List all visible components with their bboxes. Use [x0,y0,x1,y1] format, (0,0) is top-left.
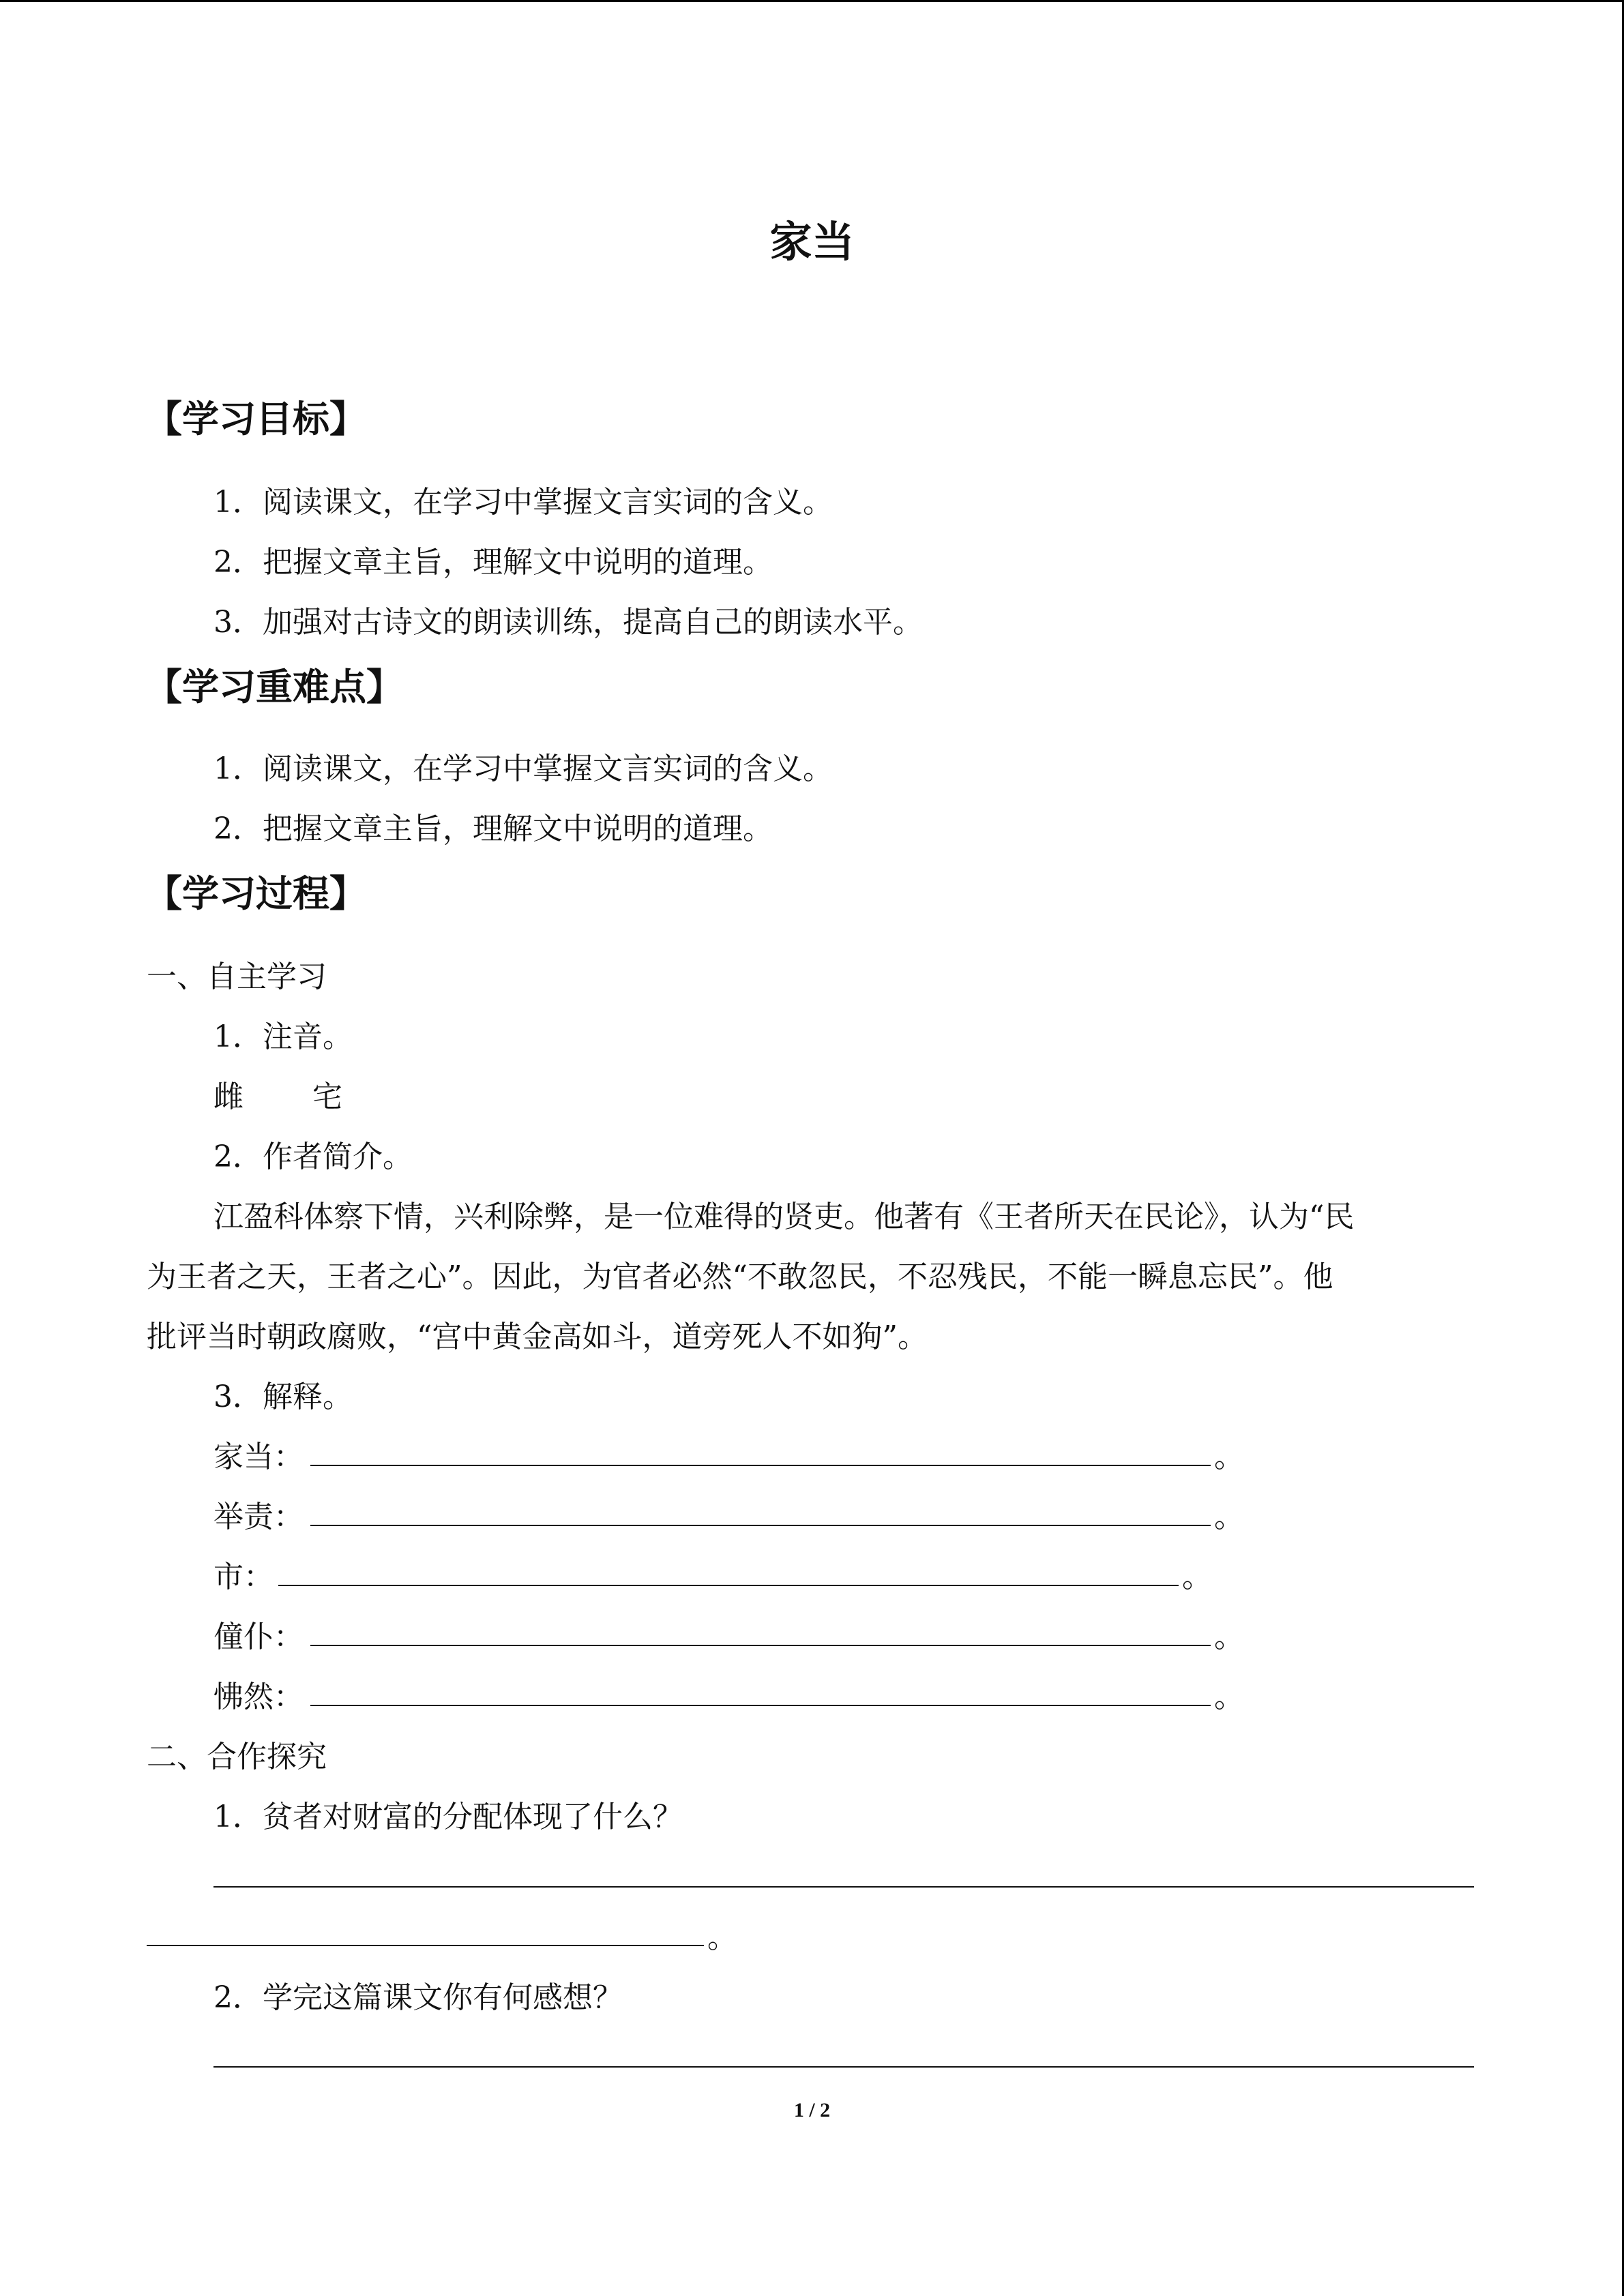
answer-blank-q2-line-1[interactable] [213,2066,1474,2068]
answer-blank-jiadang[interactable] [310,1465,1211,1466]
question-author-intro: 2．作者简介。 [213,1139,413,1174]
page-title: 家当 [769,217,855,267]
term-label-jiadang: 家当： [213,1440,304,1474]
question-explain: 3．解释。 [213,1380,353,1414]
term-label-tongpu: 僮仆： [213,1620,304,1654]
answer-blank-furan[interactable] [310,1705,1211,1706]
period: 。 [1214,1500,1244,1534]
process-heading: 【学习过程】 [145,872,366,915]
inquiry-question-1: 1．贫者对财富的分配体现了什么？ [213,1800,683,1834]
cooperative-inquiry-title: 二、合作探究 [147,1740,327,1774]
inquiry-question-2: 2．学完这篇课文你有何感想？ [213,1980,623,2015]
objectives-heading: 【学习目标】 [145,398,366,441]
term-label-juze: 举责： [213,1500,304,1534]
key-point-item-1: 1．阅读课文，在学习中掌握文言实词的含义。 [213,751,833,786]
answer-blank-q1-line-2[interactable] [147,1945,704,1946]
answer-blank-shi[interactable] [278,1585,1179,1586]
period: 。 [707,1920,737,1955]
period: 。 [1214,1620,1244,1654]
phonetic-char-2: 宅 [312,1079,342,1114]
key-points-heading: 【学习重难点】 [145,666,403,709]
author-bio-line-2: 为王者之天，王者之心”。因此，为官者必然“不敢忽民，不忍残民，不能一瞬息忘民”。他 [147,1259,1333,1294]
page-number: 1 / 2 [793,2099,831,2121]
objective-item-1: 1．阅读课文，在学习中掌握文言实词的含义。 [213,485,833,520]
objective-item-2: 2．把握文章主旨，理解文中说明的道理。 [213,545,773,580]
self-study-title: 一、自主学习 [147,959,327,994]
period: 。 [1214,1680,1244,1714]
period: 。 [1214,1440,1244,1474]
page-border-top [0,0,1624,2]
objective-item-3: 3．加强对古诗文的朗读训练，提高自己的朗读水平。 [213,605,923,640]
question-phonetic: 1．注音。 [213,1019,353,1054]
author-bio-line-3: 批评当时朝政腐败，“宫中黄金高如斗，道旁死人不如狗”。 [147,1320,928,1354]
answer-blank-tongpu[interactable] [310,1645,1211,1646]
term-label-furan: 怫然： [213,1680,304,1714]
phonetic-char-1: 雌 [213,1079,243,1114]
author-bio-line-1: 江盈科体察下情，兴利除弊，是一位难得的贤吏。他著有《王者所天在民论》，认为“民 [213,1199,1355,1234]
answer-blank-juze[interactable] [310,1525,1211,1526]
term-label-shi: 市： [213,1560,274,1594]
key-point-item-2: 2．把握文章主旨，理解文中说明的道理。 [213,811,773,846]
period: 。 [1182,1560,1212,1594]
answer-blank-q1-line-1[interactable] [213,1886,1474,1888]
